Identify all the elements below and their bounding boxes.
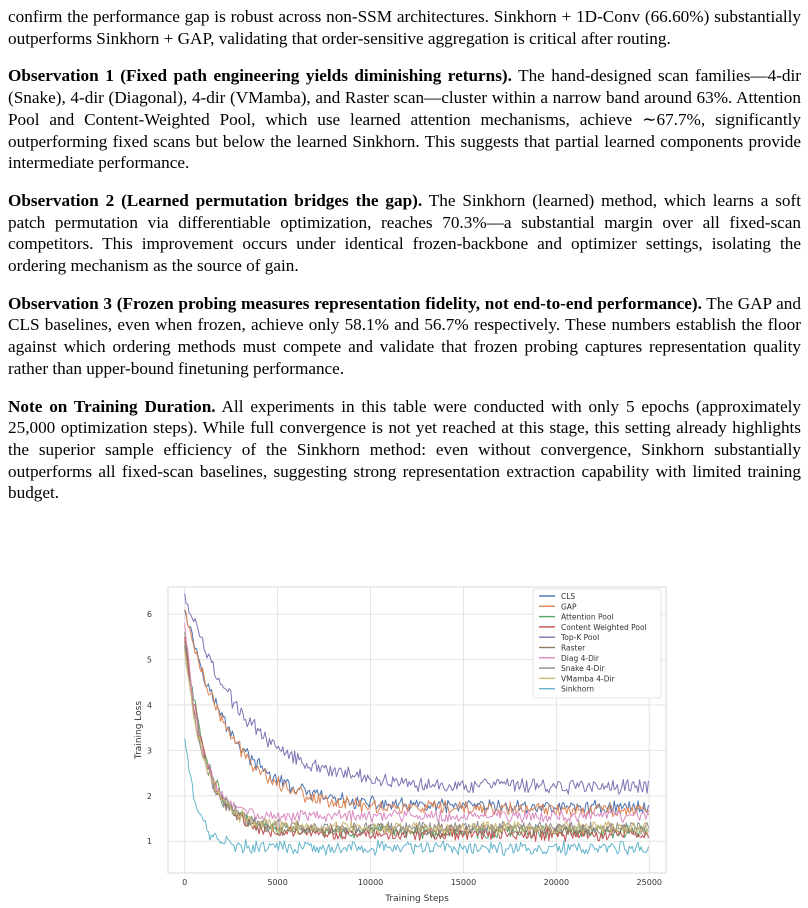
y-tick-label: 4 (146, 701, 152, 711)
legend-entry: Content Weighted Pool (561, 622, 647, 632)
paper-body (8, 6, 801, 504)
x-tick-label: 5000 (267, 878, 288, 887)
legend-entry: Raster (561, 643, 586, 653)
paragraph-text: The hand-designed scan families—4-dir (Snake), 4-dir (Diagonal), 4-dir (VMamba), and Raster scan—cluster within a narrow band around 63%. Attention Pool and Content-Weighted Pool, which use learned attention mechanisms, achieve ∼67.7%, significantly outperforming fixed scans but below the learned Sinkhorn. This suggests that partial learned components provide intermediate performance. (8, 66, 801, 173)
x-tick-label: 25000 (636, 878, 663, 887)
legend-entry: Attention Pool (561, 612, 614, 622)
y-tick-label: 2 (146, 791, 152, 801)
paragraph-observation-1 (8, 65, 801, 174)
paragraph-text: The Sinkhorn (learned) method, which learns a soft patch permutation via differentiable optimization, reaches 70.3%—a substantial margin over all fixed-scan competitors. This improvement occurs under identical frozen-backbone and optimizer settings, isolating the ordering mechanism as the source of gain. (8, 190, 801, 276)
paragraph-text: confirm the performance gap is robust across non-SSM architectures. Sinkhorn + 1D-Conv (66.60%) substantially outperforms Sinkhorn + GAP, validating that order-sensitive aggregation is critical after routing. (8, 7, 801, 48)
legend (533, 589, 661, 698)
x-axis-label: Training Steps (385, 894, 449, 903)
paragraph-continuation (8, 6, 801, 49)
paragraph-training-note (8, 396, 801, 505)
legend-entry: GAP (561, 602, 577, 612)
x-tick-label: 20000 (543, 878, 570, 887)
paragraph-observation-3 (8, 293, 801, 380)
x-tick-label: 10000 (357, 878, 384, 887)
x-tick-label: 0 (182, 878, 188, 887)
paragraph-heading: Observation 1 (Fixed path engineering yields diminishing returns). (8, 66, 512, 86)
paragraph-observation-2 (8, 190, 801, 277)
paragraph-heading: Observation 2 (Learned permutation bridges the gap). (8, 190, 423, 210)
paragraph-text: The GAP and CLS baselines, even when frozen, achieve only 58.1% and 56.7% respectively. These numbers establish the floor against which ordering methods must compete and validate that frozen probing captures representation quality rather than upper-bound finetuning performance. (8, 293, 801, 378)
paragraph-text: All experiments in this table were conducted with only 5 epochs (approximately 25,000 optimization steps). While full convergence is not yet reached at this stage, this setting already highlights the superior sample efficiency of the Sinkhorn method: even without convergence, Sinkhorn substantially outperforms all fixed-scan baselines, suggesting strong representation extraction capability with limited training budget. (8, 396, 802, 503)
x-tick-label: 15000 (450, 878, 477, 887)
legend-entry: CLS (561, 592, 576, 601)
legend-entry: Sinkhorn (561, 684, 594, 694)
training-loss-figure (128, 583, 672, 903)
training-loss-chart (128, 583, 672, 903)
legend-entry: Diag 4-Dir (561, 653, 600, 663)
y-tick-label: 3 (146, 746, 152, 756)
legend-entry: VMamba 4-Dir (561, 674, 615, 684)
y-axis-label: Training Loss (134, 700, 144, 760)
y-tick-label: 1 (146, 837, 152, 847)
legend-entry: Top-K Pool (561, 633, 600, 643)
y-tick-label: 6 (146, 610, 152, 620)
paragraph-heading: Note on Training Duration. (8, 396, 216, 416)
paragraph-heading: Observation 3 (Frozen probing measures representation fidelity, not end-to-end performance). (8, 293, 702, 313)
y-tick-label: 5 (146, 655, 152, 665)
legend-entry: Snake 4-Dir (561, 664, 605, 674)
